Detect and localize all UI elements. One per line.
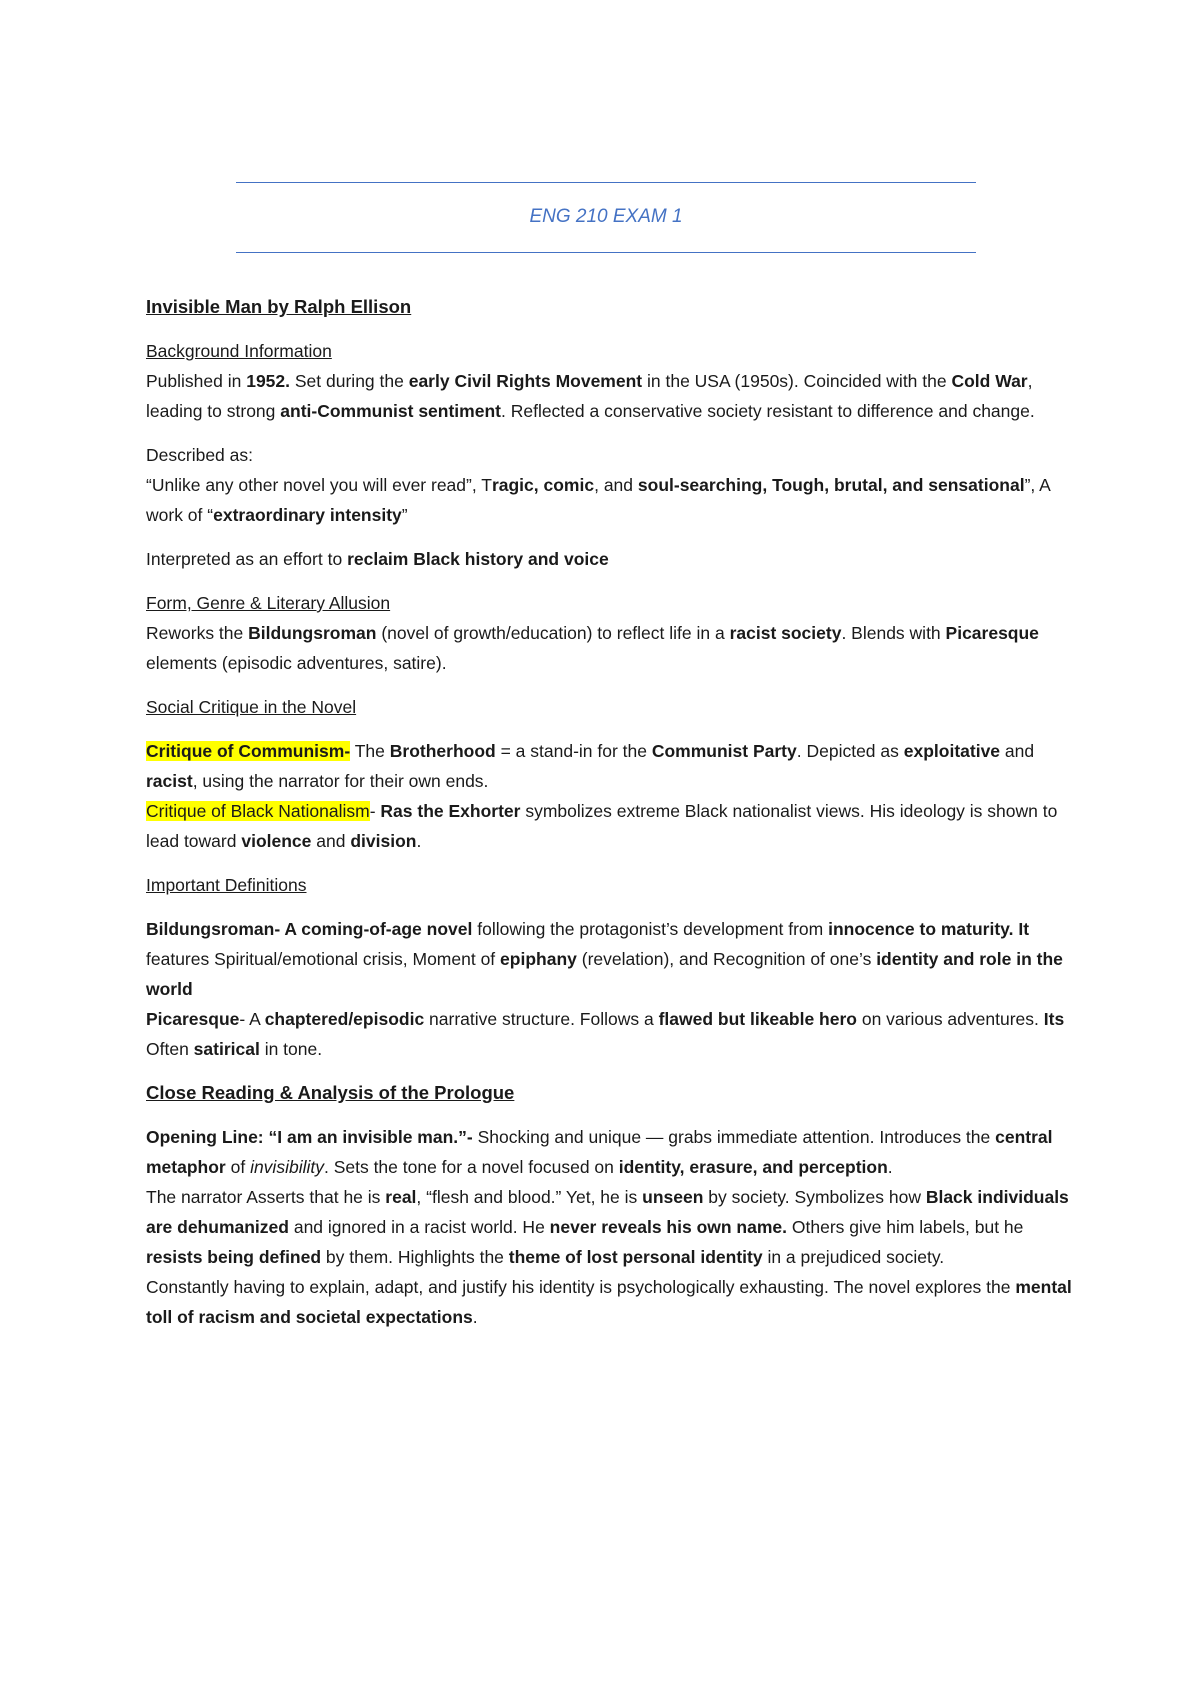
highlight-critique-nationalism: Critique of Black Nationalism [146,801,370,821]
definition-picaresque: Picaresque- A chaptered/episodic narrative structure. Follows a flawed but likeable hero on various adventures. Its Often satirical in tone. [146,1009,1065,1059]
prologue-narrator-paragraph: The narrator Asserts that he is real, “flesh and blood.” Yet, he is unseen by society. Symbolizes how Black individuals are dehumanized and ignored in a racist world. He never reveals his own name. Others give him labels, but he resists being defined by them. Highlights the theme of lost personal identity in a prejudiced society. [146,1187,1069,1267]
subhead-background: Background Information [146,341,332,361]
critique-communism-paragraph: Critique of Communism- The Brotherhood = a stand-in for the Communist Party. Depicted as exploitative and racist, using the narrator for their own ends. [146,741,1035,791]
prologue-toll-paragraph: Constantly having to explain, adapt, and justify his identity is psychologically exhausting. The novel explores the mental toll of racism and societal expectations. [146,1277,1072,1327]
title-block [236,182,976,253]
prologue-opening-paragraph: Opening Line: “I am an invisible man.”- Shocking and unique — grabs immediate attention. Introduces the central metaphor of invisibility. Sets the tone for a novel focused on identity, erasure, and perception. [146,1127,1053,1177]
document-body [146,292,1076,1332]
background-paragraph: Published in 1952. Set during the early Civil Rights Movement in the USA (1950s). Coincided with the Cold War, leading to strong anti-Communist sentiment. Reflected a conservative society resistant to difference and change. [146,371,1035,421]
interpreted-paragraph: Interpreted as an effort to reclaim Black history and voice [146,549,609,569]
described-paragraph: “Unlike any other novel you will ever read”, Tragic, comic, and soul-searching, Tough, brutal, and sensational”, A work of “extraordinary intensity” [146,475,1050,525]
described-label: Described as: [146,445,253,465]
section-heading-invisible-man: Invisible Man by Ralph Ellison [146,296,412,317]
section-heading-prologue: Close Reading & Analysis of the Prologue [146,1082,515,1103]
subhead-social-critique: Social Critique in the Novel [146,697,357,717]
bottom-rule [236,252,976,253]
subhead-form-genre: Form, Genre & Literary Allusion [146,593,391,613]
subhead-definitions: Important Definitions [146,875,307,895]
definition-bildungsroman: Bildungsroman- A coming-of-age novel following the protagonist’s development from innocence to maturity. It features Spiritual/emotional crisis, Moment of epiphany (revelation), and Recognition of one’s identity and role in the world [146,919,1063,999]
top-rule [236,182,976,183]
highlight-critique-communism: Critique of Communism- [146,741,351,761]
document-title: ENG 210 EXAM 1 [529,206,683,227]
form-paragraph: Reworks the Bildungsroman (novel of growth/education) to reflect life in a racist society. Blends with Picaresque elements (episodic adventures, satire). [146,623,1039,673]
critique-nationalism-paragraph: Critique of Black Nationalism- Ras the Exhorter symbolizes extreme Black nationalist views. His ideology is shown to lead toward violence and division. [146,801,1058,851]
